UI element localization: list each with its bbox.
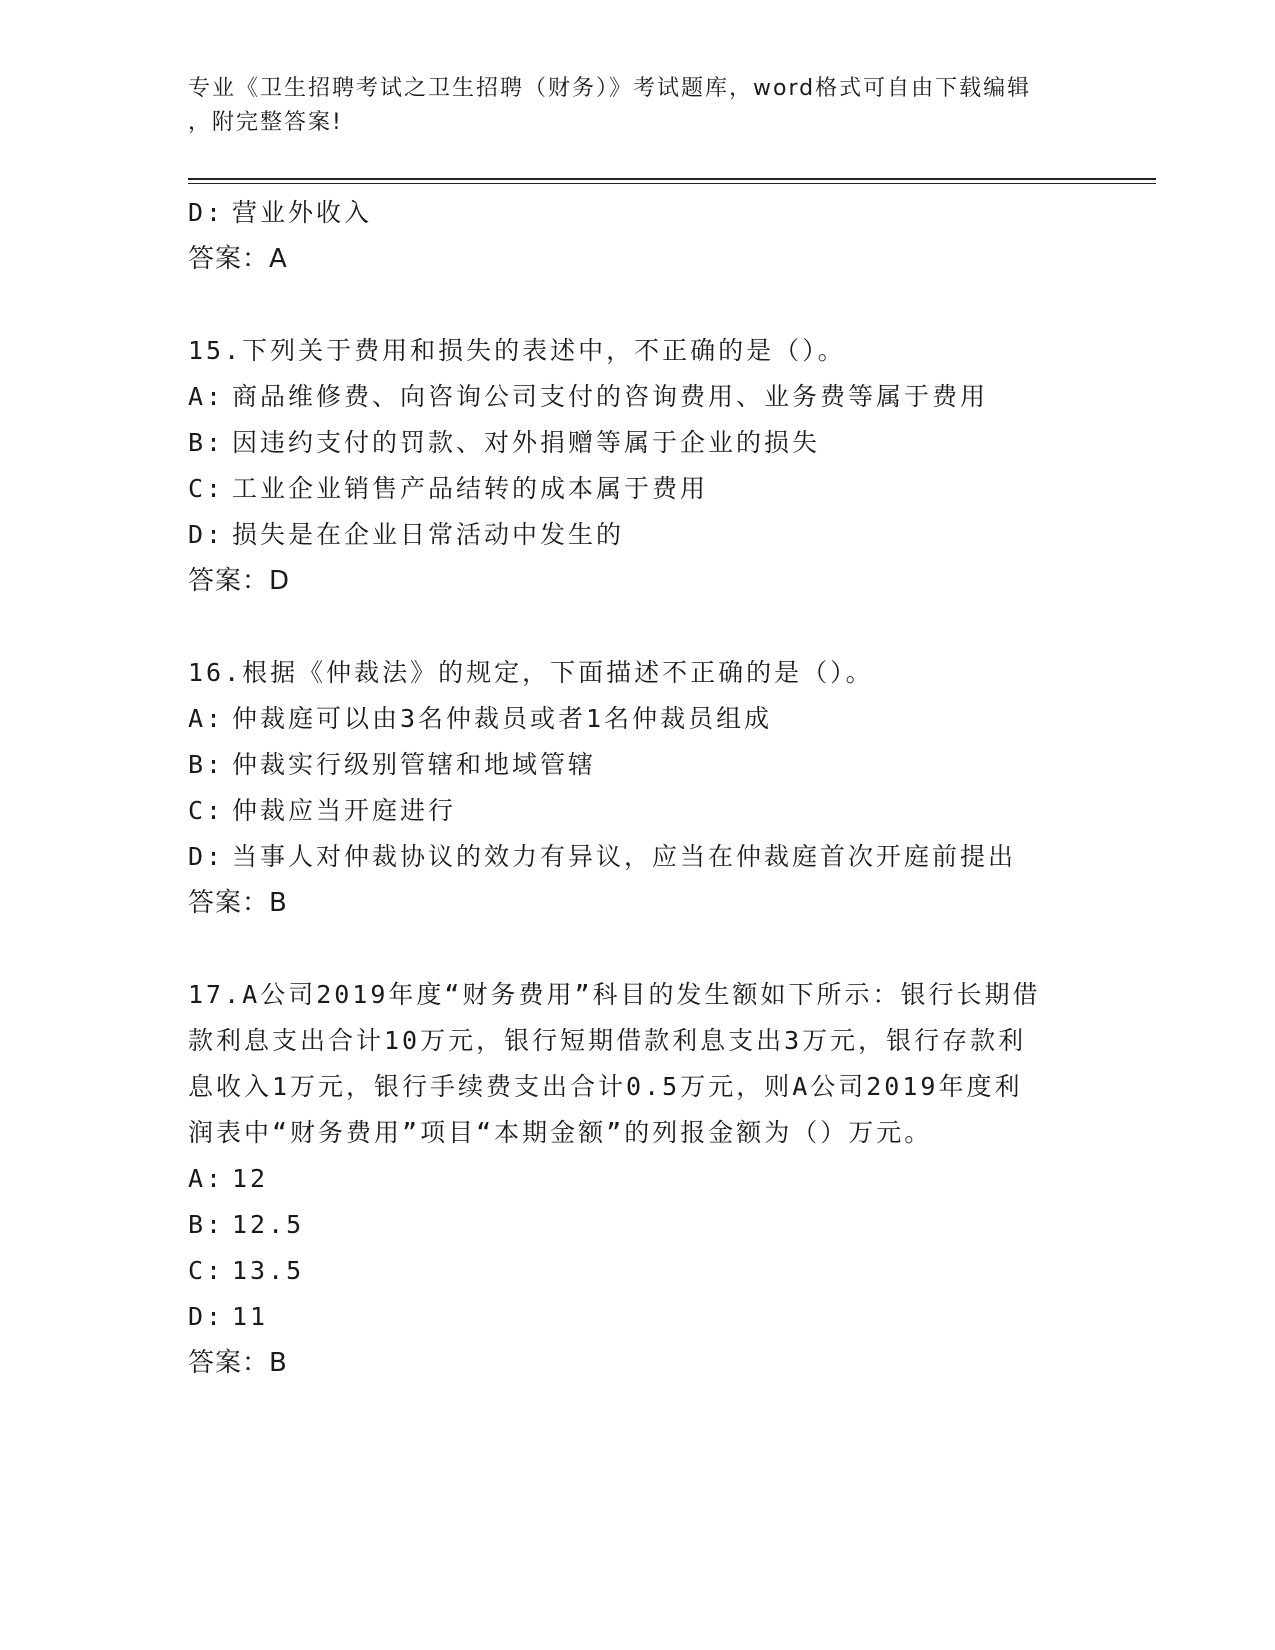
answer-line: 答案：D bbox=[188, 566, 291, 596]
option-line bbox=[188, 1202, 1088, 1248]
option-text: 工业企业销售产品结转的成本属于费用 bbox=[232, 474, 709, 503]
option-text: 12.5 bbox=[232, 1210, 305, 1239]
option-line bbox=[188, 788, 1088, 834]
option-line bbox=[188, 190, 1088, 236]
spacer bbox=[188, 604, 1088, 650]
option-label: D: bbox=[188, 842, 225, 871]
question-stem-line: 17.A公司2019年度“财务费用”科目的发生额如下所示：银行长期借 bbox=[188, 980, 1041, 1009]
question-stem-line: 款利息支出合计10万元，银行短期借款利息支出3万元，银行存款利 bbox=[188, 1026, 1027, 1055]
spacer bbox=[188, 926, 1088, 972]
option-line bbox=[188, 374, 1088, 420]
question-stem bbox=[188, 650, 1088, 696]
question-stem bbox=[188, 972, 1088, 1018]
spacer bbox=[188, 282, 1088, 328]
option-line bbox=[188, 834, 1088, 880]
option-label: C: bbox=[188, 474, 225, 503]
option-text: 11 bbox=[232, 1302, 269, 1331]
option-text: 12 bbox=[232, 1164, 269, 1193]
option-text: 商品维修费、向咨询公司支付的咨询费用、业务费等属于费用 bbox=[232, 382, 989, 411]
header-line-2: ，附完整答案! bbox=[188, 110, 343, 135]
option-label: C: bbox=[188, 1256, 225, 1285]
question-stem bbox=[188, 1018, 1088, 1064]
option-label: D: bbox=[188, 1302, 225, 1331]
option-line bbox=[188, 1248, 1088, 1294]
header-line-1: 专业《卫生招聘考试之卫生招聘（财务）》考试题库，word格式可自由下载编辑 bbox=[188, 76, 1032, 101]
question-stem bbox=[188, 1064, 1088, 1110]
option-line bbox=[188, 1156, 1088, 1202]
option-label: B: bbox=[188, 750, 225, 779]
option-text: 损失是在企业日常活动中发生的 bbox=[232, 520, 625, 549]
answer-line: 答案：B bbox=[188, 1348, 288, 1378]
answer-line: 答案：B bbox=[188, 888, 288, 918]
option-text: 当事人对仲裁协议的效力有异议，应当在仲裁庭首次开庭前提出 bbox=[232, 842, 1017, 871]
option-label: B: bbox=[188, 428, 225, 457]
question-stem-line: 润表中“财务费用”项目“本期金额”的列报金额为（）万元。 bbox=[188, 1118, 933, 1147]
header-rule-thin bbox=[188, 183, 1156, 184]
question-content bbox=[188, 190, 1088, 1386]
answer-line: 答案：A bbox=[188, 244, 288, 274]
question-stem-line: 15.下列关于费用和损失的表述中，不正确的是（）。 bbox=[188, 336, 846, 365]
option-line bbox=[188, 420, 1088, 466]
option-text: 仲裁庭可以由3名仲裁员或者1名仲裁员组成 bbox=[232, 704, 773, 733]
option-label: C: bbox=[188, 796, 225, 825]
option-line bbox=[188, 696, 1088, 742]
question-stem bbox=[188, 1110, 1088, 1156]
question-stem-line: 息收入1万元，银行手续费支出合计0.5万元，则A公司2019年度利 bbox=[188, 1072, 1023, 1101]
option-label: D: bbox=[188, 520, 225, 549]
option-label: B: bbox=[188, 1210, 225, 1239]
option-line bbox=[188, 466, 1088, 512]
question-stem-line: 16.根据《仲裁法》的规定，下面描述不正确的是（）。 bbox=[188, 658, 874, 687]
option-text: 13.5 bbox=[232, 1256, 305, 1285]
option-label: A: bbox=[188, 1164, 225, 1193]
option-label: A: bbox=[188, 382, 225, 411]
option-text: 仲裁实行级别管辖和地域管辖 bbox=[232, 750, 597, 779]
option-line bbox=[188, 742, 1088, 788]
document-header bbox=[188, 72, 1088, 140]
option-line bbox=[188, 1294, 1088, 1340]
option-label: D: bbox=[188, 198, 225, 227]
question-stem bbox=[188, 328, 1088, 374]
option-text: 营业外收入 bbox=[232, 198, 373, 227]
header-rule-thick bbox=[188, 178, 1156, 180]
option-text: 仲裁应当开庭进行 bbox=[232, 796, 457, 825]
option-text: 因违约支付的罚款、对外捐赠等属于企业的损失 bbox=[232, 428, 821, 457]
option-line bbox=[188, 512, 1088, 558]
option-label: A: bbox=[188, 704, 225, 733]
